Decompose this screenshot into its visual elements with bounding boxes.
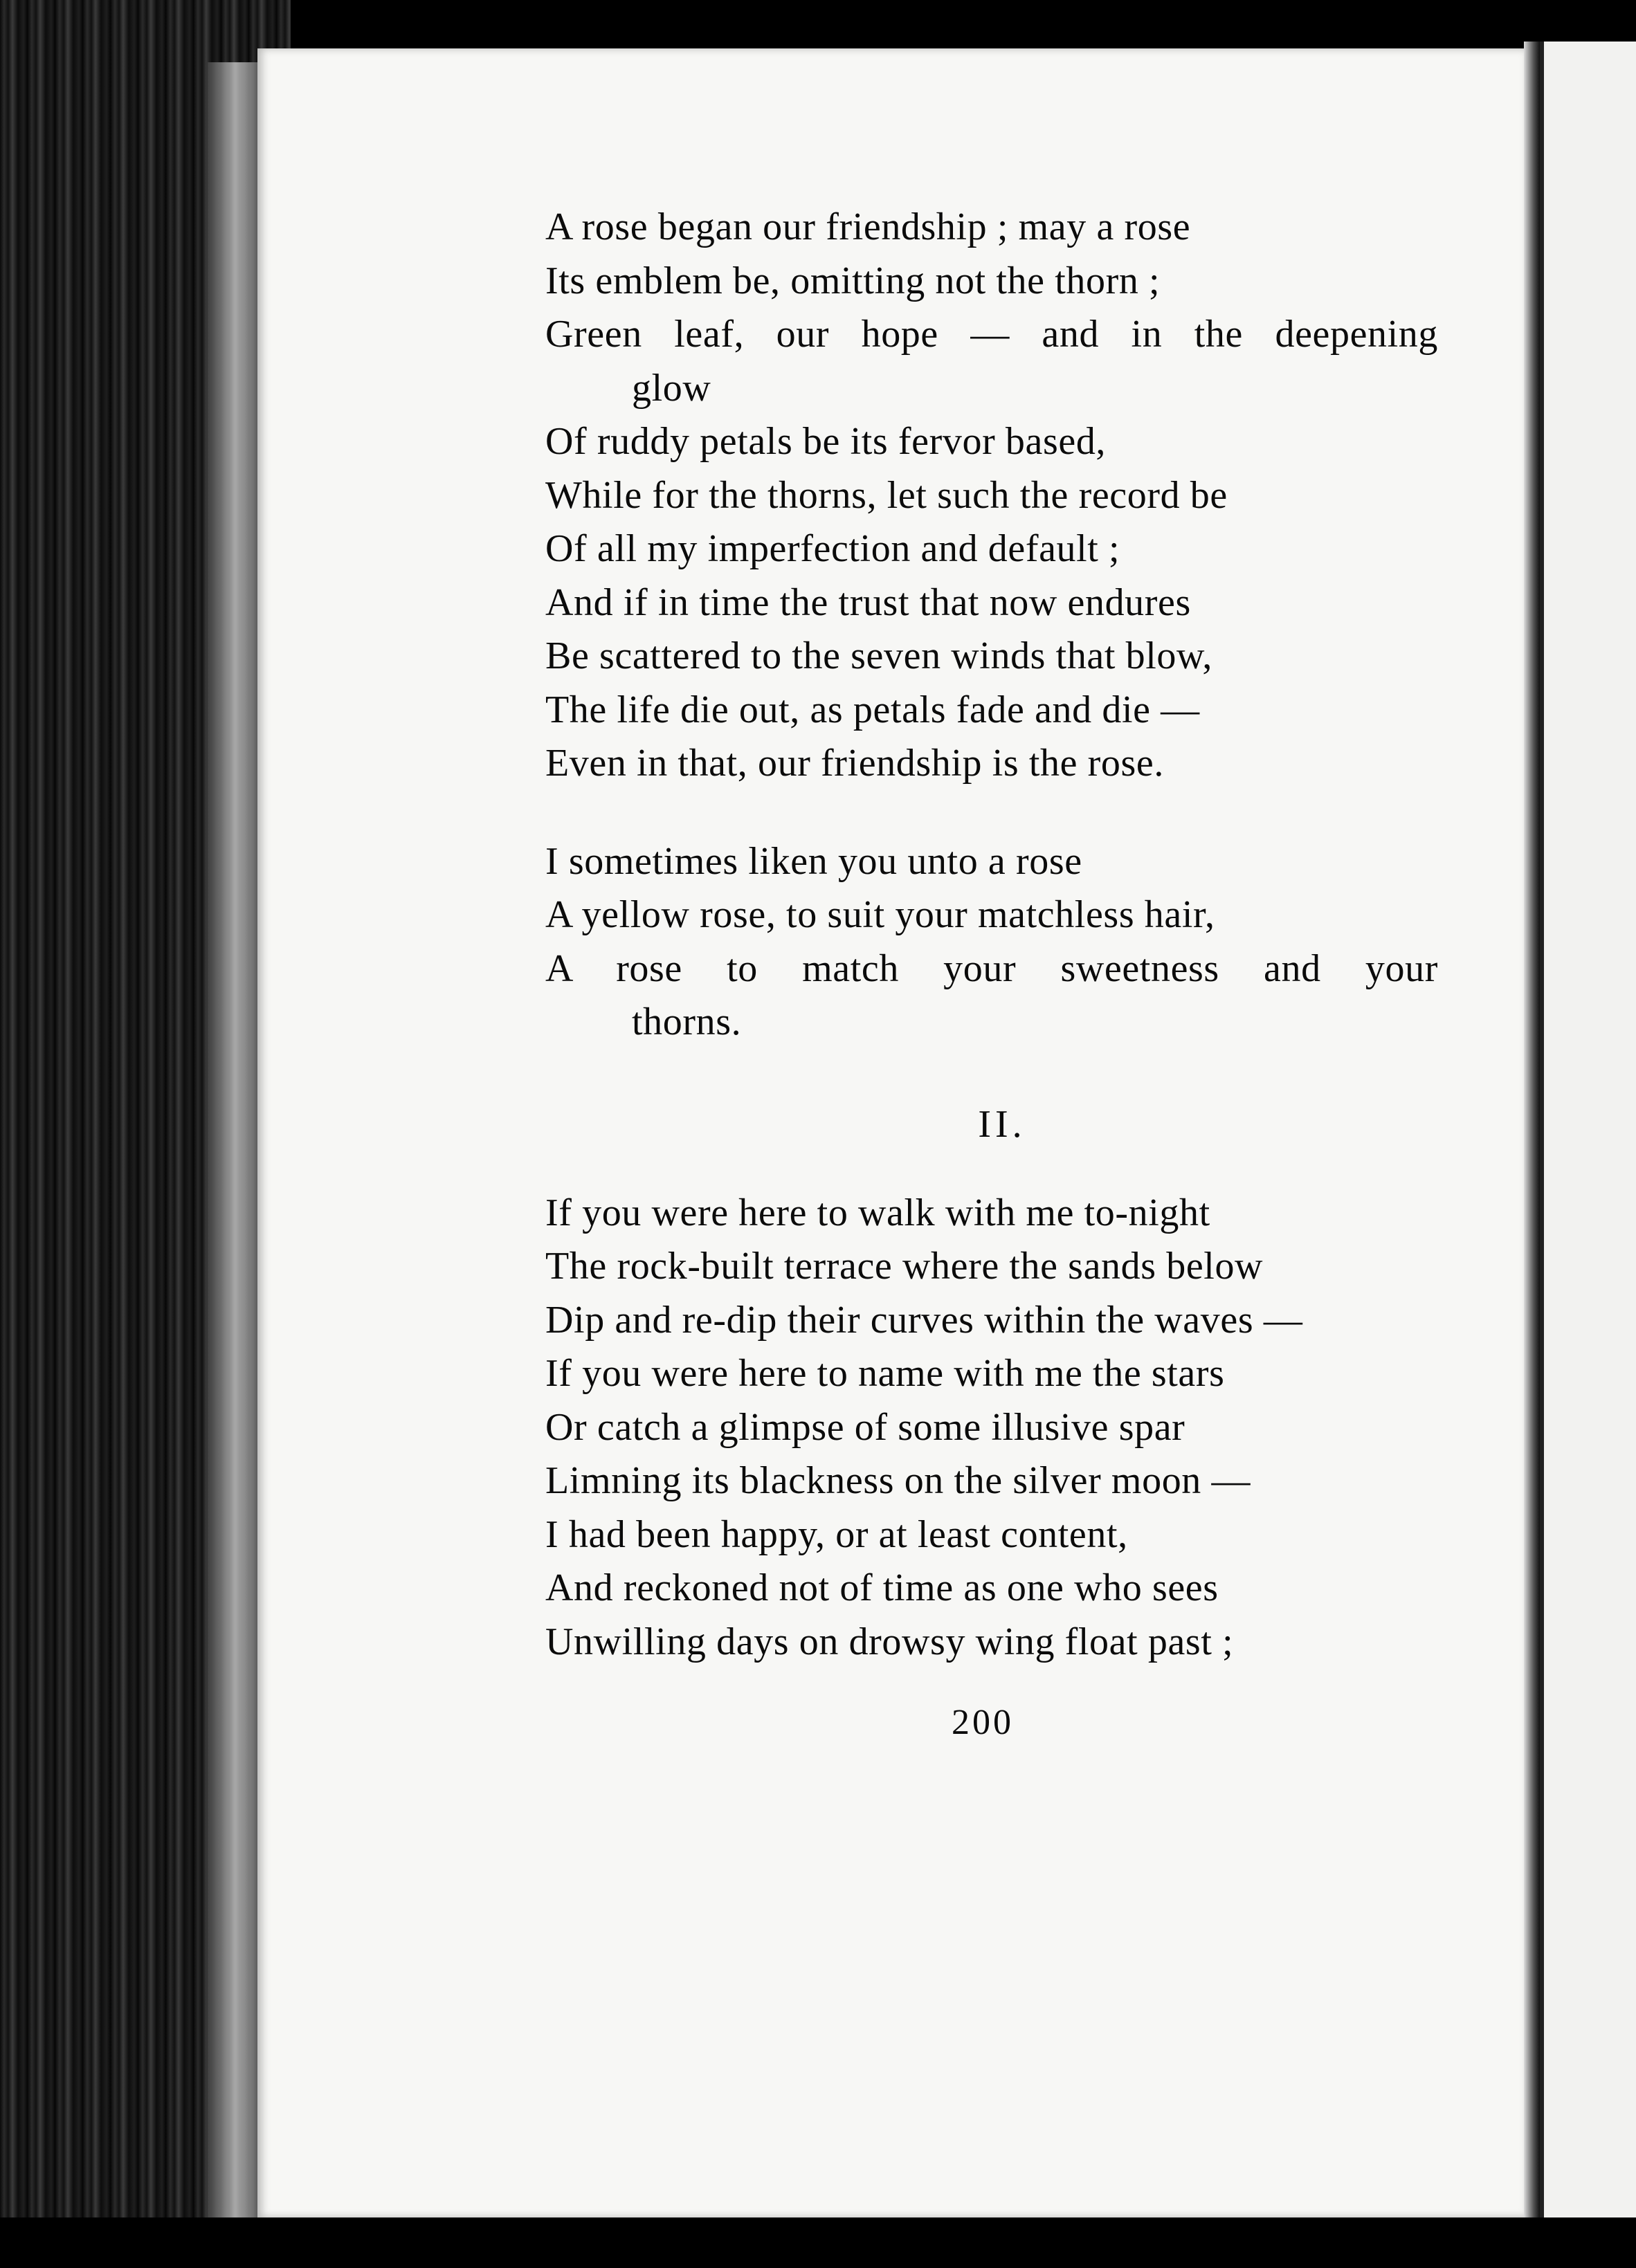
poem-line-continuation: thorns. bbox=[632, 1000, 742, 1043]
poem-line: Be scattered to the seven winds that blow, bbox=[545, 634, 1212, 677]
poem-line: Its emblem be, omitting not the thorn ; bbox=[545, 259, 1161, 302]
stanza-gap bbox=[545, 791, 1438, 835]
poem-line: A yellow rose, to suit your matchless hair, bbox=[545, 893, 1215, 936]
poem-line-continuation: glow bbox=[632, 366, 711, 410]
poem-line: While for the thorns, let such the record be bbox=[545, 473, 1228, 517]
poem-line: Green leaf, our hope — and in the deepening bbox=[545, 313, 1438, 356]
poem-line: Dip and re-dip their curves within the waves — bbox=[545, 1298, 1303, 1342]
poem-text bbox=[545, 201, 1438, 1669]
poem-line: The rock-built terrace where the sands below bbox=[545, 1245, 1264, 1288]
stanza-1 bbox=[545, 201, 1438, 791]
poem-line: If you were here to walk with me to-night bbox=[545, 1191, 1210, 1234]
poem-line: And reckoned not of time as one who sees bbox=[545, 1566, 1219, 1609]
scan-border bbox=[0, 2217, 1636, 2268]
poem-line: The life die out, as petals fade and die — bbox=[545, 688, 1200, 731]
poem-line: Even in that, our friendship is the rose. bbox=[545, 742, 1164, 785]
stanza-3 bbox=[545, 1187, 1438, 1670]
poem-line: Or catch a glimpse of some illusive spar bbox=[545, 1405, 1185, 1449]
stanza-2 bbox=[545, 835, 1438, 1050]
section-heading: II. bbox=[978, 1102, 1026, 1146]
poem-line: Of ruddy petals be its fervor based, bbox=[545, 420, 1107, 463]
page-number: 200 bbox=[952, 1703, 1014, 1742]
poem-line: Of all my imperfection and default ; bbox=[545, 527, 1120, 570]
poem-line: A rose began our friendship ; may a rose bbox=[545, 205, 1191, 248]
poem-line: I sometimes liken you unto a rose bbox=[545, 839, 1082, 883]
gutter bbox=[1524, 42, 1540, 2249]
poem-line: A rose to match your sweetness and your bbox=[545, 946, 1438, 990]
poem-line: And if in time the trust that now endures bbox=[545, 580, 1191, 624]
poem-line: Unwilling days on drowsy wing float past ; bbox=[545, 1620, 1234, 1663]
poem-line: I had been happy, or at least content, bbox=[545, 1512, 1128, 1556]
facing-page bbox=[1540, 42, 1636, 2249]
poem-line: Limning its blackness on the silver moon — bbox=[545, 1459, 1251, 1502]
poem-line: If you were here to name with me the stars bbox=[545, 1352, 1225, 1395]
